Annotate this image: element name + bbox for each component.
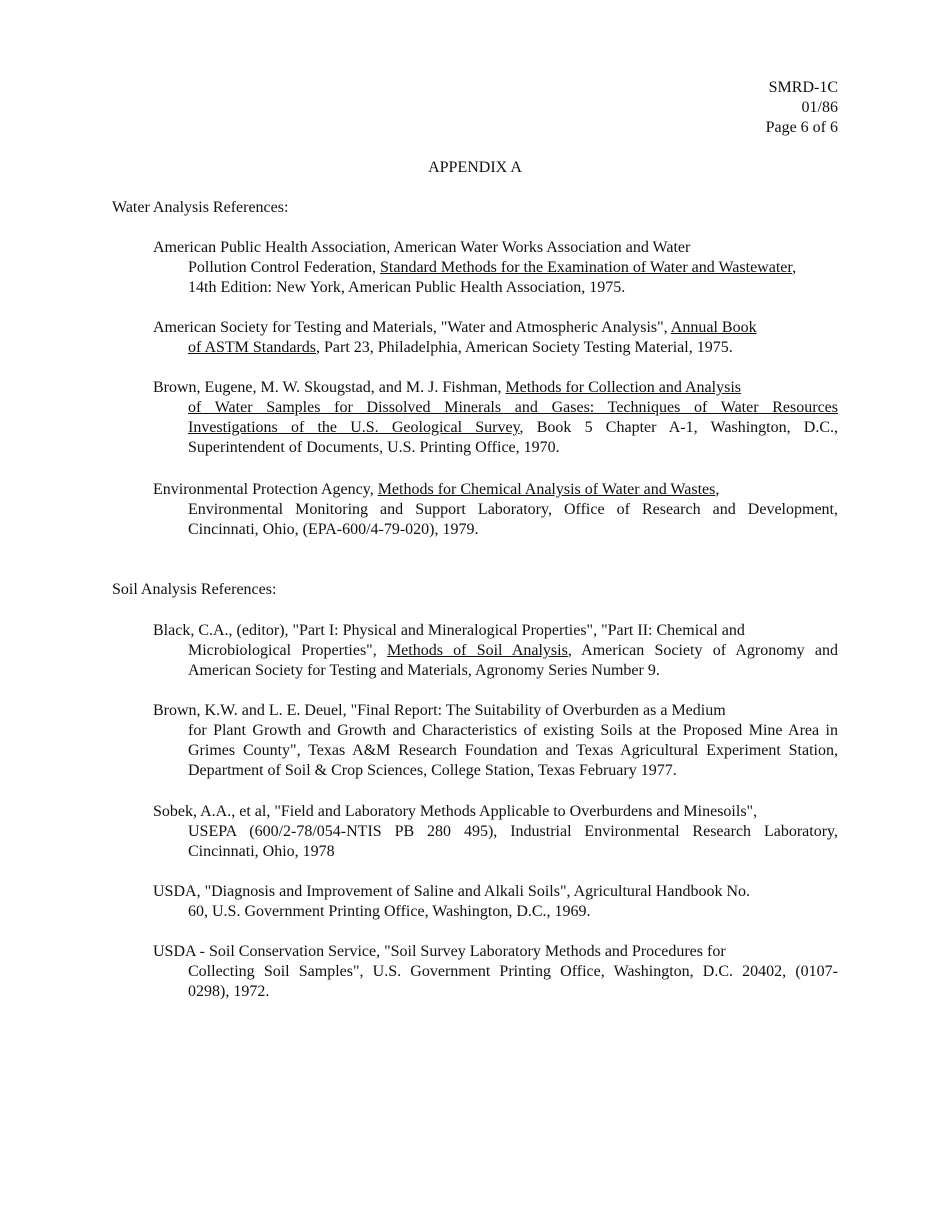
ref-title: Standard Methods for the Examination of Water and Wastewater xyxy=(380,259,793,276)
ref-text: Microbiological Properties", xyxy=(188,642,387,659)
water-section-heading: Water Analysis References: xyxy=(112,199,289,216)
ref-line: Grimes County", Texas A&M Research Foundation and Texas Agricultural Experiment Station, xyxy=(188,742,838,759)
soil-reference-3 xyxy=(153,802,838,862)
ref-line: Brown, K.W. and L. E. Deuel, "Final Report: The Suitability of Overburden as a Medium xyxy=(153,702,726,719)
ref-line xyxy=(153,480,838,500)
ref-line: USEPA (600/2-78/054-NTIS PB 280 495), Industrial Environmental Research Laboratory, xyxy=(188,823,838,840)
document-id: SMRD-1C xyxy=(768,79,838,96)
ref-title: Methods for Collection and Analysis xyxy=(505,379,741,396)
ref-line: 0298), 1972. xyxy=(188,983,270,1000)
soil-section-heading: Soil Analysis References: xyxy=(112,581,277,598)
ref-text: Environmental Protection Agency, xyxy=(153,481,378,498)
soil-reference-1 xyxy=(153,621,838,681)
ref-line: USDA - Soil Conservation Service, "Soil Survey Laboratory Methods and Procedures for xyxy=(153,943,726,960)
ref-line: American Public Health Association, American Water Works Association and Water xyxy=(153,239,691,256)
ref-text: , xyxy=(792,259,797,276)
ref-line: Environmental Monitoring and Support Laboratory, Office of Research and Development, xyxy=(188,501,838,518)
ref-line xyxy=(153,398,838,418)
ref-text: Pollution Control Federation, xyxy=(188,259,380,276)
ref-line xyxy=(153,338,838,358)
ref-text: American Society for Testing and Materials, "Water and Atmospheric Analysis", xyxy=(153,319,671,336)
ref-title: Methods for Chemical Analysis of Water and Wastes xyxy=(377,481,716,498)
ref-line xyxy=(153,641,838,661)
ref-text: , American Society of Agronomy and xyxy=(567,642,839,659)
ref-line: Collecting Soil Samples", U.S. Government Printing Office, Washington, D.C. 20402, (0107- xyxy=(188,963,838,980)
ref-line: Sobek, A.A., et al, "Field and Laboratory Methods Applicable to Overburdens and Minesoils", xyxy=(153,803,758,820)
ref-line: 60, U.S. Government Printing Office, Washington, D.C., 1969. xyxy=(188,903,591,920)
ref-line xyxy=(153,258,838,278)
document-date: 01/86 xyxy=(801,99,838,116)
ref-line: Department of Soil & Crop Sciences, College Station, Texas February 1977. xyxy=(188,762,677,779)
soil-reference-4 xyxy=(153,882,838,922)
ref-title: of ASTM Standards xyxy=(188,339,316,356)
ref-text: , xyxy=(715,481,720,498)
ref-line xyxy=(153,378,838,398)
ref-line: American Society for Testing and Materials, Agronomy Series Number 9. xyxy=(188,662,660,679)
soil-reference-5 xyxy=(153,942,838,1002)
ref-line: Cincinnati, Ohio, 1978 xyxy=(188,843,335,860)
page-number: Page 6 of 6 xyxy=(765,119,838,136)
page-title: APPENDIX A xyxy=(428,159,522,176)
document-header xyxy=(766,78,838,138)
water-reference-4 xyxy=(153,480,838,540)
soil-reference-2 xyxy=(153,701,838,781)
ref-text: Brown, Eugene, M. W. Skougstad, and M. J. Fishman, xyxy=(153,379,506,396)
water-reference-2 xyxy=(153,318,838,358)
ref-title: of Water Samples for Dissolved Minerals and Gases: Techniques of Water Resources xyxy=(188,399,838,416)
ref-line: USDA, "Diagnosis and Improvement of Saline and Alkali Soils", Agricultural Handbook No. xyxy=(153,883,750,900)
ref-line: Black, C.A., (editor), "Part I: Physical and Mineralogical Properties", "Part II: Chemical and xyxy=(153,622,745,639)
ref-text: , Book 5 Chapter A-1, Washington, D.C., xyxy=(519,419,839,436)
ref-line: Superintendent of Documents, U.S. Printing Office, 1970. xyxy=(188,439,560,456)
ref-line xyxy=(153,418,838,438)
ref-line: Cincinnati, Ohio, (EPA-600/4-79-020), 1979. xyxy=(188,521,479,538)
ref-title: Annual Book xyxy=(670,319,757,336)
ref-title: Methods of Soil Analysis xyxy=(386,642,568,659)
ref-text: , Part 23, Philadelphia, American Society Testing Material, 1975. xyxy=(316,339,733,356)
ref-line: for Plant Growth and Growth and Characteristics of existing Soils at the Proposed Mine Area in xyxy=(188,722,838,739)
water-reference-3 xyxy=(153,378,838,458)
water-reference-1 xyxy=(153,238,838,298)
ref-title: Investigations of the U.S. Geological Survey xyxy=(188,419,520,436)
ref-line: 14th Edition: New York, American Public Health Association, 1975. xyxy=(188,279,626,296)
ref-line xyxy=(153,318,838,338)
